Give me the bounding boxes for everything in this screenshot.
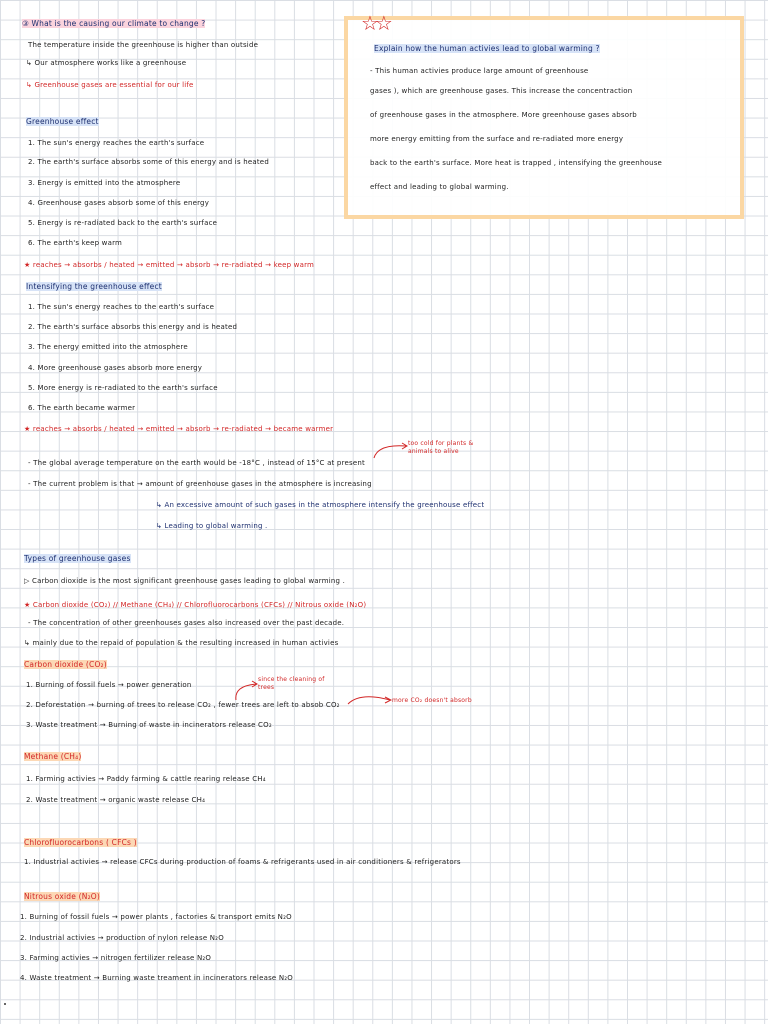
step: 3. The energy emitted into the atmosphere <box>28 343 188 351</box>
note-line: ↳ Our atmosphere works like a greenhouse <box>26 59 187 67</box>
box-line: - This human activies produce large amount of greenhouse <box>370 67 589 75</box>
annotation: since the cleaning of trees <box>258 676 325 691</box>
box-line: effect and leading to global warming. <box>370 183 509 191</box>
annotation: more CO₂ doesn't absorb <box>392 697 472 704</box>
paragraph: - The current problem is that → amount of greenhouse gases in the atmosphere is increasing <box>28 480 372 488</box>
note-line: ↳ Greenhouse gases are essential for our life <box>26 81 194 89</box>
box-line: gases ), which are greenhouse gases. This increase the concentraction <box>370 87 633 95</box>
step: 1. The sun's energy reaches to the earth's surface <box>28 303 215 311</box>
box-question: Explain how the human activies lead to global warming ? <box>374 44 600 53</box>
paragraph: ★ Carbon dioxide (CO₂) // Methane (CH₄) // Chlorofluorocarbons (CFCs) // Nitrous oxide (N₂O) <box>24 601 367 609</box>
source-item: 1. Burning of fossil fuels → power generation <box>26 681 192 689</box>
source-item: 1. Farming activies → Paddy farming & cattle rearing release CH₄ <box>26 775 266 783</box>
source-item: 1. Burning of fossil fuels → power plants , factories & transport emits N₂O <box>20 913 292 921</box>
source-item: 1. Industrial activies → release CFCs during production of foams & refrigerants used in air conditioners & refrigerators <box>24 858 461 866</box>
paragraph: ↳ Leading to global warming . <box>156 522 268 530</box>
section-title: Carbon dioxide (CO₂) <box>24 660 107 669</box>
source-item: 3. Farming activies → nitrogen fertilizer release N₂O <box>20 954 212 962</box>
paragraph: ↳ An excessive amount of such gases in the atmosphere intensify the greenhouse effect <box>156 501 485 509</box>
section-title: Chlorofluorocarbons ( CFCs ) <box>24 838 137 847</box>
star-icon: ☆☆ <box>361 11 389 35</box>
step: 1. The sun's energy reaches the earth's surface <box>28 139 205 147</box>
box-line: back to the earth's surface. More heat is trapped , intensifying the greenhouse <box>370 159 663 167</box>
box-line: more energy emitting from the surface and re-radiated more energy <box>370 135 624 143</box>
section-title: Nitrous oxide (N₂O) <box>24 892 100 901</box>
section-title: Intensifying the greenhouse effect <box>26 282 162 291</box>
step: 3. Energy is emitted into the atmosphere <box>28 179 181 187</box>
arrow-icon <box>372 442 408 460</box>
paragraph: - The concentration of other greenhouses gases also increased over the past decade. <box>28 619 345 627</box>
step: 4. More greenhouse gases absorb more energy <box>28 364 203 372</box>
section-title: Greenhouse effect <box>26 117 99 126</box>
note-line: The temperature inside the greenhouse is higher than outside <box>28 41 259 49</box>
section-title: Methane (CH₄) <box>24 752 82 761</box>
source-item: 3. Waste treatment → Burning of waste in incinerators release CO₂ <box>26 721 272 729</box>
paragraph: - The global average temperature on the earth would be -18°C , instead of 15°C at present <box>28 459 365 467</box>
box-line: of greenhouse gases in the atmosphere. More greenhouse gases absorb <box>370 111 637 119</box>
source-item: 2. Waste treatment → organic waste release CH₄ <box>26 796 206 804</box>
step: 4. Greenhouse gases absorb some of this energy <box>28 199 210 207</box>
summary: ★ reaches → absorbs / heated → emitted → absorb → re-radiated → keep warm <box>24 261 315 269</box>
step: 2. The earth's surface absorbs this energy and is heated <box>28 323 238 331</box>
annotation: too cold for plants & animals to alive <box>408 440 474 455</box>
step: 5. Energy is re-radiated back to the earth's surface <box>28 219 218 227</box>
step: 5. More energy is re-radiated to the earth's surface <box>28 384 218 392</box>
source-item: 2. Industrial activies → production of nylon release N₂O <box>20 934 224 942</box>
section-title: Types of greenhouse gases <box>24 554 131 563</box>
arrow-icon <box>346 692 392 706</box>
paragraph: ▷ Carbon dioxide is the most significant greenhouse gases leading to global warming . <box>24 577 346 585</box>
dot <box>4 1003 6 1005</box>
question-title: ③ What is the causing our climate to change ? <box>22 19 206 28</box>
source-item: 2. Deforestation → burning of trees to release CO₂ , fewer trees are left to absob CO₂ <box>26 701 340 709</box>
source-item: 4. Waste treatment → Burning waste treament in incinerators release N₂O <box>20 974 294 982</box>
summary: ★ reaches → absorbs / heated → emitted → absorb → re-radiated → became warmer <box>24 425 334 433</box>
arrow-icon <box>232 680 258 702</box>
step: 6. The earth became warmer <box>28 404 136 412</box>
step: 6. The earth's keep warm <box>28 239 123 247</box>
paragraph: ↳ mainly due to the repaid of population & the resulting increased in human activies <box>24 639 339 647</box>
step: 2. The earth's surface absorbs some of this energy and is heated <box>28 158 269 166</box>
